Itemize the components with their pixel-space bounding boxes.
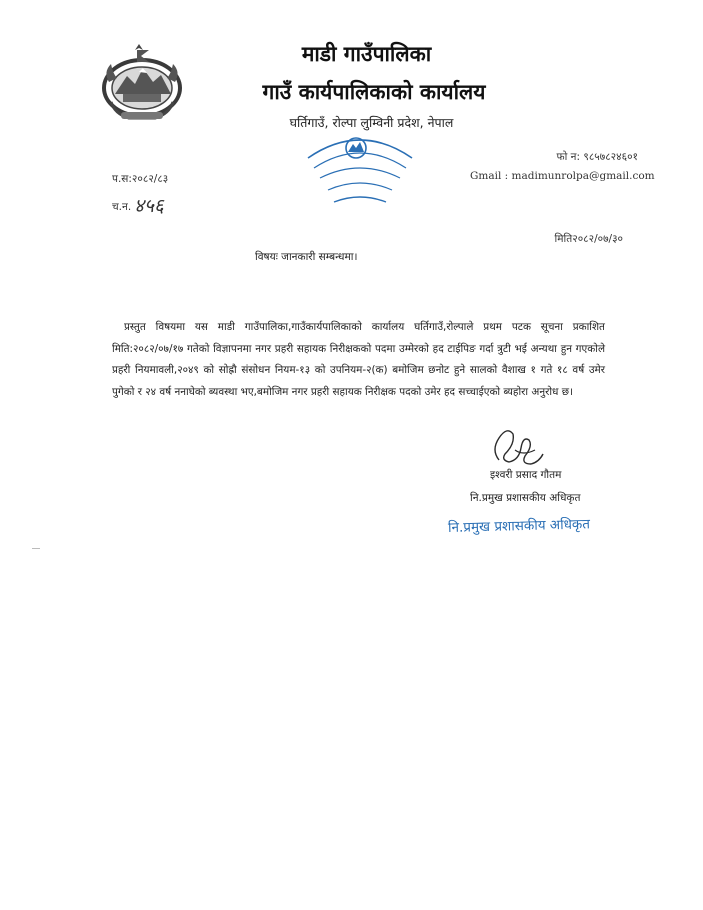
signatory-designation: नि.प्रमुख प्रशासकीय अधिकृत xyxy=(470,492,581,504)
phone-number: फो न: ९८५७८२४६०१ xyxy=(556,151,638,163)
designation-stamp: नि.प्रमुख प्रशासकीय अधिकृत xyxy=(447,516,591,536)
reference-number: प.स:२०८२/८३ xyxy=(112,173,169,185)
page-mark xyxy=(32,548,40,549)
email-address: Gmail : madimunrolpa@gmail.com xyxy=(470,170,655,182)
dispatch-value: ४५६ xyxy=(134,195,164,217)
organization-name: माडी गाउँपालिका xyxy=(301,42,432,66)
letter-body: प्रस्तुत विषयमा यस माडी गाउँपालिका,गाउँकार्यपालिकाको कार्यालय घर्तिगाउँ,रोल्पाले प्रथम पटक सूचना प्रकाशित मिति:२०८२/०७/१७ गतेको विज्ञापनमा नगर प्रहरी सहायक निरीक्षकको पदमा उम्मेरको हद टाईपिङ गर्दा त्रुटी भई अन्यथा हुन गएकोले प्रहरी नियमावली,२०४९ को सोह्रौ संसोधन नियम-१३ को उपनियम-२(क) बमोजिम छनोट हुने सालको वैशाख १ गते १८ वर्ष उमेर पुगेको र २४ वर्ष ननाघेको ब्यवस्था भए,बमोजिम नगर प्रहरी सहायक निरीक्षक पदको उमेर हद सच्चाईएको ब्यहोरा अनुरोध छ। xyxy=(112,321,605,398)
signatory-name: इश्वरी प्रसाद गौतम xyxy=(490,469,562,481)
dispatch-label: च.न. xyxy=(112,201,132,213)
office-name: गाउँ कार्यपालिकाको कार्यालय xyxy=(262,80,486,104)
office-address: घर्तिगाउँ, रोल्पा लुम्विनी प्रदेश, नेपाल xyxy=(289,115,454,130)
letter-date: मिति२०८२/०७/३० xyxy=(554,233,623,245)
office-stamp-icon xyxy=(300,128,420,212)
letter-subject: विषयः जानकारी सम्बन्धमा। xyxy=(255,251,358,263)
dispatch-number xyxy=(112,192,164,218)
